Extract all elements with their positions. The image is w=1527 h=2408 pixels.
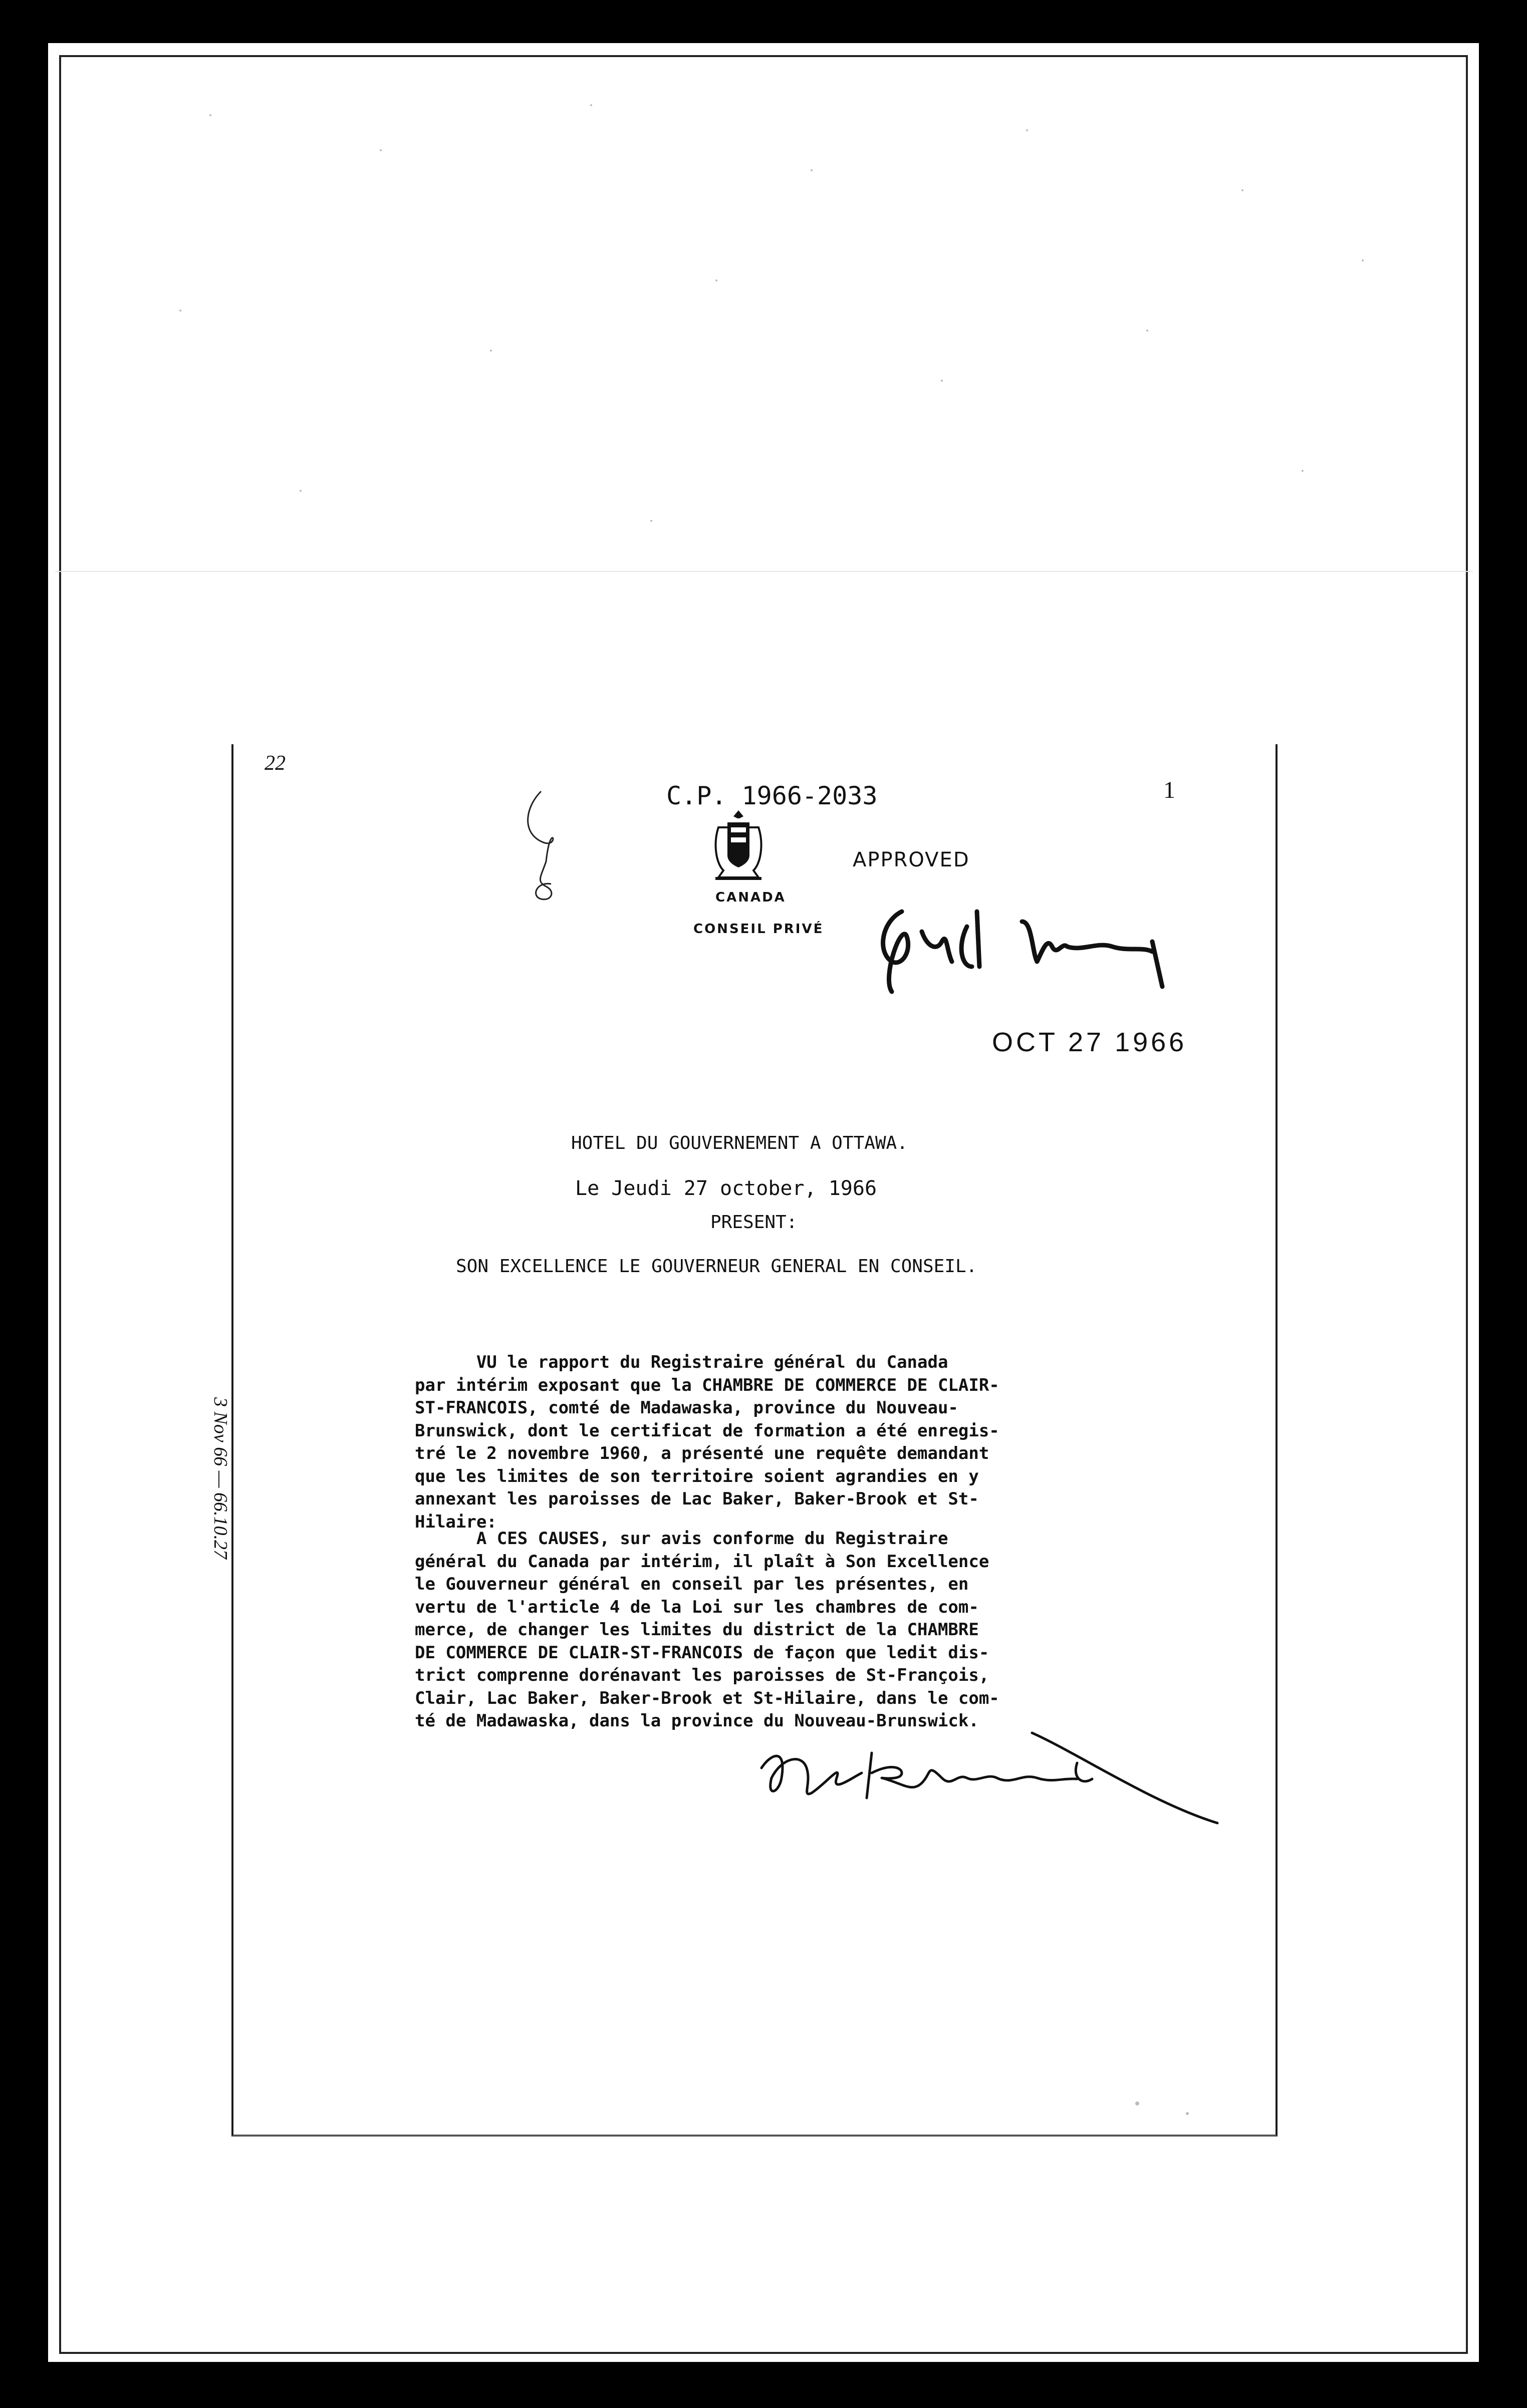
document-date: Le Jeudi 27 october, 1966: [575, 1177, 877, 1200]
paragraph-report: VU le rapport du Registraire général du Canada par intérim exposant que la CHAMBRE DE COMMERCE DE CLAIR- ST-FRANCOIS, comté de Madawaska, province du Nouveau- Brunswick, dont le certificat de formation a été enregis- tré le 2 novembre 1960, a présenté une requête demandant que les limites de son territoire soient agrandies en y annexant les paroisses de Lac Baker, Baker-Brook et St- Hilaire:: [415, 1352, 999, 1532]
initial-scribble: [506, 786, 586, 907]
location-heading: HOTEL DU GOUVERNEMENT A OTTAWA.: [571, 1133, 908, 1153]
coat-of-arms-icon: [708, 807, 769, 882]
approval-date-stamp: OCT 27 1966: [992, 1027, 1187, 1057]
country-label: CANADA: [715, 890, 786, 905]
governor-heading: SON EXCELLENCE LE GOUVERNEUR GENERAL EN CONSEIL.: [456, 1256, 977, 1277]
clerk-signature: [751, 1723, 1227, 1828]
approved-label: APPROVED: [853, 848, 970, 871]
margin-note: 3 Nov 66 — 66.10.27: [210, 1397, 231, 1559]
council-label: CONSEIL PRIVÉ: [693, 922, 824, 937]
order-number: C.P. 1966-2033: [666, 781, 878, 810]
present-heading: PRESENT:: [710, 1212, 798, 1233]
corner-mark: 1: [1163, 777, 1175, 803]
page-number: 22: [265, 752, 286, 775]
governor-signature: [872, 891, 1182, 1007]
paragraph-order: A CES CAUSES, sur avis conforme du Registraire général du Canada par intérim, il plaît à Son Excellence le Gouverneur général en conseil par les présentes, en vertu de l'article 4 de la Loi sur les chambres de com- merce, de changer les limites du district de la CHAMBRE DE COMMERCE DE CLAIR-ST-FRANCOIS de façon que ledit dis- trict comprenne dorénavant les paroisses de St-François, Clair, Lac Baker, Baker-Brook et St-Hilaire, dans le com- té de Madawaska, dans la province du Nouveau-Brunswick.: [415, 1529, 999, 1731]
